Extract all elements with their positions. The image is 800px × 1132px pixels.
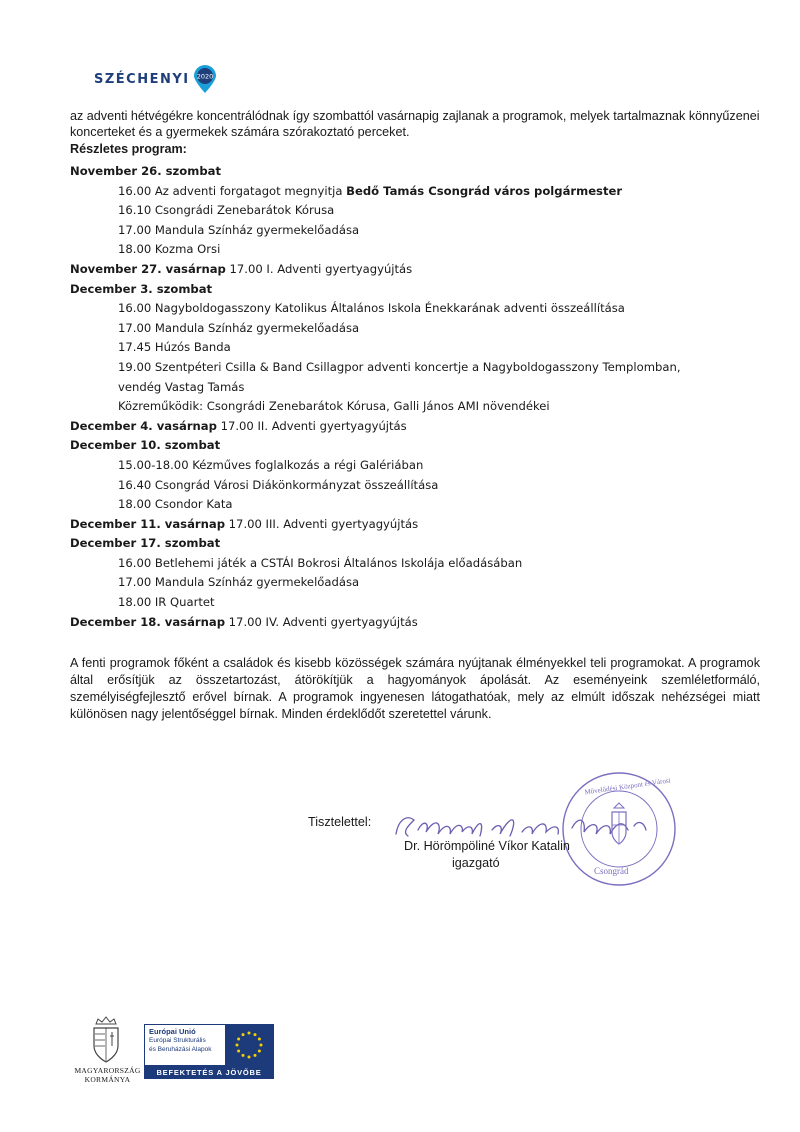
program-item-text: 18.00 Csondor Kata: [118, 497, 233, 512]
eu-star-icon: [248, 1032, 251, 1035]
program-item-text: 16.00 Betlehemi játék a CSTÁI Bokrosi Általános Iskolája előadásában: [118, 555, 523, 570]
program-item-text: 17.45 Húzós Banda: [118, 340, 231, 355]
eu-star-icon: [236, 1044, 239, 1047]
program-day-date: November 27. vasárnap: [70, 261, 226, 276]
program-item: [70, 299, 770, 319]
program-heading: Részletes program:: [70, 142, 187, 156]
program-day-date: December 17. szombat: [70, 536, 221, 551]
program-day: [70, 162, 770, 182]
program-item: [70, 358, 770, 378]
eu-star-icon: [237, 1050, 240, 1053]
closing-section: [70, 655, 760, 723]
program-item: [70, 397, 770, 417]
government-line-1: MAGYARORSZÁG: [74, 1066, 141, 1075]
location-pin-icon: [192, 64, 218, 94]
program-day-date: December 11. vasárnap: [70, 516, 225, 531]
eu-star-icon: [248, 1056, 251, 1059]
program-day-date: November 26. szombat: [70, 164, 222, 178]
greeting: Tisztelettel:: [308, 815, 372, 829]
eu-line-1: Európai Strukturális: [149, 1037, 206, 1044]
program-day-date: December 18. vasárnap: [70, 614, 225, 629]
program-item-text: 18.00 Kozma Orsi: [118, 242, 221, 257]
signatory-name: Dr. Hörömpöliné Víkor Katalin: [404, 839, 570, 853]
program-item-text: 16.10 Csongrádi Zenebarátok Kórusa: [118, 203, 335, 218]
szechenyi-2020-logo: [94, 64, 218, 94]
program-item: [70, 319, 770, 339]
program-item-text: 19.00 Szentpéteri Csilla & Band Csillagpor adventi koncertje a Nagyboldogasszony Templomban,: [118, 359, 681, 374]
svg-text:Művelődési Központ és Városi: Művelődési Központ és Városi: [584, 776, 672, 797]
eu-line-2: és Beruházási Alapok: [149, 1046, 212, 1053]
eu-title: Európai Unió: [149, 1027, 196, 1036]
program-day: [70, 417, 770, 437]
eu-star-icon: [260, 1044, 263, 1047]
logo-text: SZÉCHENYI: [94, 71, 190, 87]
program-item-text: 16.40 Csongrád Városi Diákönkormányzat összeállítása: [118, 477, 439, 492]
program-item: [70, 476, 770, 496]
signatory-title: igazgató: [452, 856, 500, 870]
program-item: [70, 338, 770, 358]
hungarian-coat-of-arms-icon: [84, 1016, 128, 1066]
program-item-text: Közreműködik: Csongrádi Zenebarátok Kórusa, Galli János AMI növendékei: [118, 399, 550, 414]
government-line-2: KORMÁNYA: [84, 1075, 131, 1084]
program-day: [70, 613, 770, 633]
program-day-event: 17.00 II. Adventi gyertyagyújtás: [216, 418, 407, 433]
eu-star-icon: [254, 1054, 257, 1057]
program-day: [70, 260, 770, 280]
program-day-date: December 4. vasárnap: [70, 418, 217, 433]
program-item-text: 17.00 Mandula Színház gyermekelőadása: [118, 222, 360, 237]
program-item-text: 17.00 Mandula Színház gyermekelőadása: [118, 575, 360, 590]
eu-star-icon: [258, 1050, 261, 1053]
program-item: [70, 573, 770, 593]
program-day-event: 17.00 IV. Adventi gyertyagyújtás: [225, 614, 418, 629]
program-item: [70, 378, 770, 398]
program-item: [70, 240, 770, 260]
program-item-text: 18.00 IR Quartet: [118, 595, 215, 610]
program-item-text: 15.00-18.00 Kézműves foglalkozás a régi Galériában: [118, 457, 424, 472]
program-day-date: December 10. szombat: [70, 438, 221, 453]
eu-star-icon: [242, 1033, 245, 1036]
svg-text:Csongrád: Csongrád: [594, 866, 629, 876]
government-label: [70, 1066, 145, 1084]
program-item-highlight: Bedő Tamás Csongrád város polgármester: [346, 183, 623, 198]
eu-star-icon: [258, 1038, 261, 1041]
program-item: [70, 221, 770, 241]
official-stamp: [560, 770, 678, 888]
logo-badge: 2020: [196, 72, 213, 81]
program-item: [70, 495, 770, 515]
program-day: [70, 534, 770, 554]
program-item: [70, 456, 770, 476]
program-list: [70, 162, 770, 632]
closing-paragraph: A fenti programok főként a családok és kisebb közösségek számára nyújtanak élményekkel teli programokat. A programok által erősítjük az összetartozást, átörökítjük a hagyományok ápolását. Az eseményeink szemléletformáló, személyiségfejlesztő erővel bírnak. A programok ingyenesen látogathatóak, mely az elmúlt időszak nehézségei miatt különösen nagy jelentőséggel bírnak. Minden érdeklődőt szeretettel várunk.: [70, 656, 760, 721]
eu-star-icon: [254, 1033, 257, 1036]
program-day: [70, 515, 770, 535]
program-item: [70, 201, 770, 221]
program-item: [70, 554, 770, 574]
program-day-event: 17.00 I. Adventi gyertyagyújtás: [225, 261, 413, 276]
program-item: [70, 593, 770, 613]
eu-star-icon: [237, 1038, 240, 1041]
program-day-date: December 3. szombat: [70, 281, 213, 296]
program-item-text: 17.00 Mandula Színház gyermekelőadása: [118, 320, 360, 335]
program-item: [70, 182, 770, 202]
program-item-text: 16.00 Nagyboldogasszony Katolikus Általános Iskola Énekkarának adventi összeállítása: [118, 301, 625, 316]
program-item-text: 16.00 Az adventi forgatagot megnyitja: [118, 183, 347, 198]
eu-text-block: [145, 1025, 225, 1065]
eu-funding-logo: [144, 1024, 274, 1066]
eu-slogan-bar: BEFEKTETÉS A JÖVŐBE: [144, 1066, 274, 1079]
intro-paragraph: az adventi hétvégékre koncentrálódnak így szombattól vasárnapig zajlanak a programok, melyek tartalmaznak könnyűzenei koncerteket és a gyermekek számára szórakoztató perceket.: [70, 109, 760, 139]
program-day: [70, 280, 770, 300]
eu-flag-icon: [225, 1025, 273, 1065]
program-day-event: 17.00 III. Adventi gyertyagyújtás: [225, 516, 419, 531]
program-day: [70, 436, 770, 456]
eu-star-icon: [242, 1054, 245, 1057]
program-item-text: vendég Vastag Tamás: [118, 379, 245, 394]
